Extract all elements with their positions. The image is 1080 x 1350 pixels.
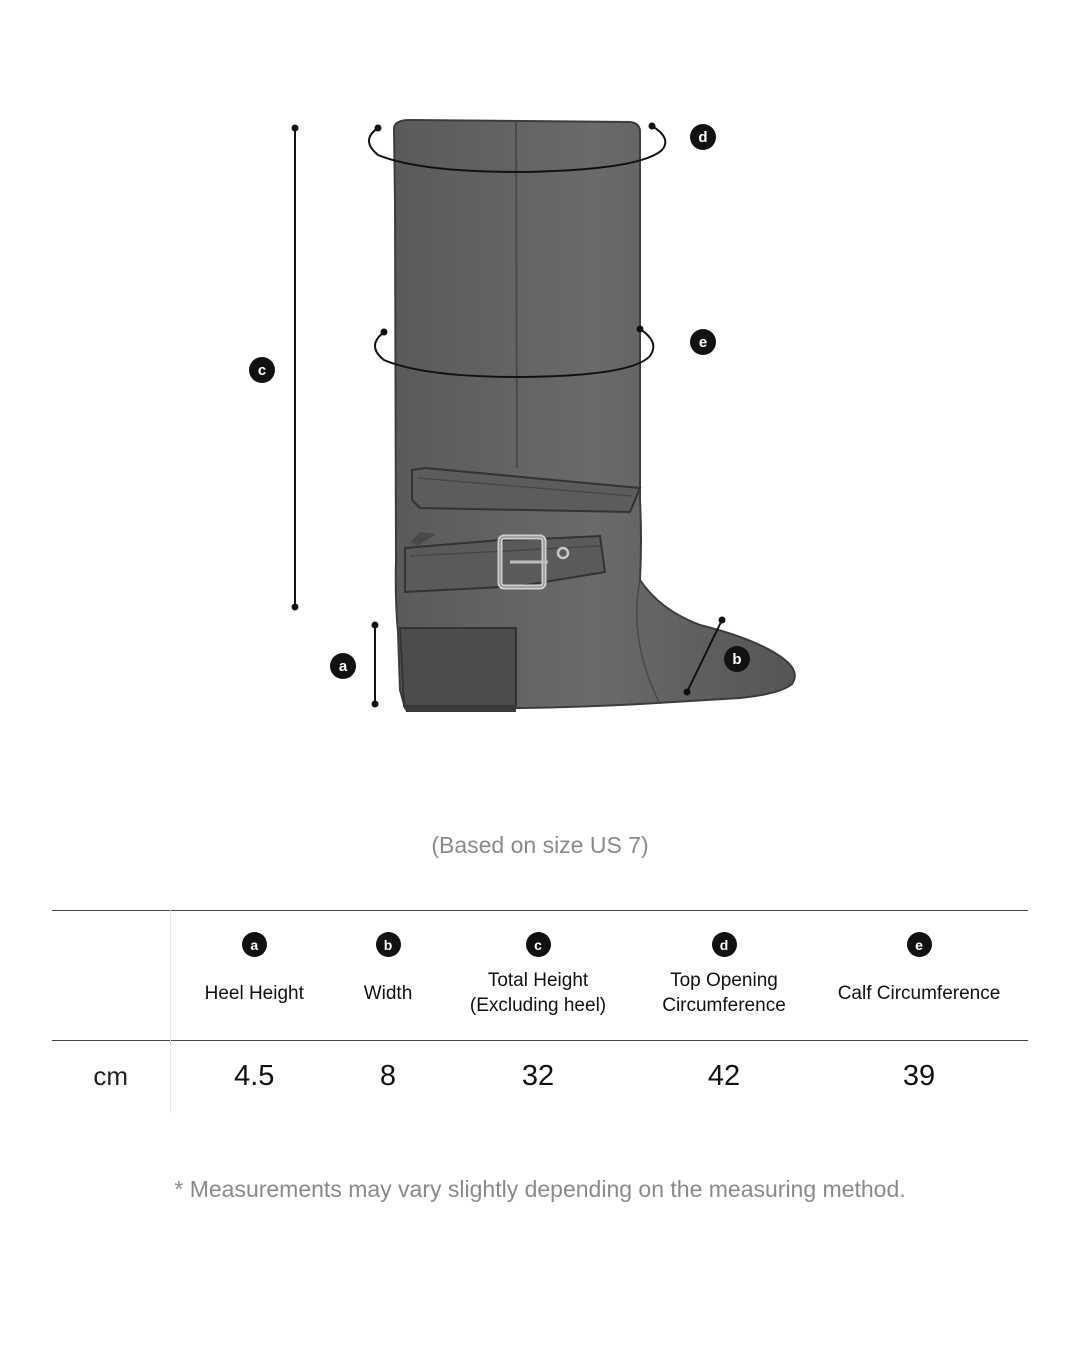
header-width	[338, 911, 438, 1041]
value-heel-height: 4.5	[234, 1060, 275, 1093]
boot-illustration	[394, 120, 795, 712]
header-label: Width	[363, 982, 413, 1004]
badge-d	[690, 124, 716, 150]
header-top-opening	[638, 911, 810, 1041]
header-empty-cell	[52, 911, 170, 1041]
table-row	[52, 1041, 1028, 1113]
header-total-height	[438, 911, 638, 1041]
badge-e: e	[907, 932, 932, 957]
measure-a-line	[372, 622, 379, 708]
header-sublabel: Circumference	[662, 995, 786, 1016]
footnote: * Measurements may vary slightly depending on the measuring method.	[174, 1176, 906, 1202]
measure-c-line	[292, 125, 299, 611]
badge-c: c	[526, 932, 551, 957]
header-label: Heel Height	[204, 982, 304, 1004]
header-label: Top Opening	[670, 970, 778, 991]
header-heel-height	[170, 911, 338, 1041]
badge-d: d	[712, 932, 737, 957]
value-width: 8	[379, 1060, 397, 1093]
header-label: Total Height	[487, 970, 589, 991]
badge-e	[690, 329, 716, 355]
table-header-row	[52, 911, 1028, 1041]
svg-text:d: d	[698, 129, 708, 146]
svg-text:a: a	[338, 658, 348, 675]
unit-cell: cm	[52, 1041, 170, 1113]
header-sublabel: (Excluding heel)	[469, 995, 607, 1016]
size-table	[52, 910, 1028, 1113]
size-note: (Based on size US 7)	[431, 832, 649, 858]
svg-text:c: c	[257, 362, 267, 379]
badge-c	[249, 357, 275, 383]
badge-b	[724, 646, 750, 672]
value-calf-circumference: 39	[902, 1060, 936, 1093]
header-label: Calf Circumference	[837, 982, 1001, 1004]
badge-b: b	[376, 932, 401, 957]
value-total-height: 32	[521, 1060, 555, 1093]
svg-text:b: b	[732, 651, 742, 668]
badge-a: a	[242, 932, 267, 957]
svg-text:e: e	[698, 334, 708, 351]
badge-a	[330, 653, 356, 679]
value-top-opening: 42	[707, 1060, 741, 1093]
header-calf-circumference	[810, 911, 1028, 1041]
